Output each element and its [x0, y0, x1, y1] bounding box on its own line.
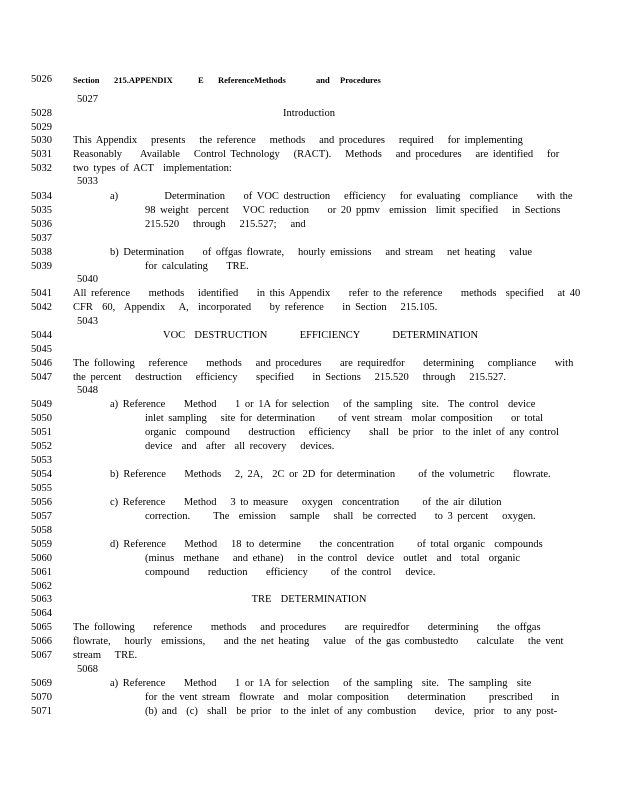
header-procedures: Procedures	[340, 75, 381, 85]
line-text: d) Reference Method 18 to determine the concentration of total organic compounds	[110, 539, 543, 550]
header-part-label: 215.APPENDIX	[114, 75, 173, 85]
line-number: 5069	[31, 678, 52, 689]
sub-line-number: 5040	[77, 274, 98, 285]
line-number: 5070	[31, 692, 52, 703]
document-line	[0, 398, 618, 412]
line-number: 5054	[31, 469, 52, 480]
document-line	[0, 635, 618, 649]
line-text: All reference methods identified in this Appendix refer to the reference methods specified at 40	[73, 288, 581, 299]
line-number: 5042	[31, 302, 52, 313]
line-number: 5041	[31, 288, 52, 299]
document-line	[0, 552, 618, 566]
document-line	[0, 705, 618, 719]
document-line	[0, 607, 618, 621]
document-line	[0, 218, 618, 232]
line-text: a) Determination of VOC destruction efficiency for evaluating compliance with the	[110, 191, 573, 202]
line-text: 98 weight percent VOC reduction or 20 ppmv emission limit specified in Sections	[145, 205, 561, 216]
sub-line-number: 5033	[77, 176, 98, 187]
document-line	[0, 343, 618, 357]
line-number: 5067	[31, 650, 52, 661]
line-text: two types of ACT implementation:	[73, 163, 232, 174]
line-number: 5064	[31, 608, 52, 619]
header-appendix-letter: E	[198, 75, 204, 85]
line-number: 5060	[31, 553, 52, 564]
line-text: c) Reference Method 3 to measure oxygen concentration of the air dilution	[110, 497, 502, 508]
section-heading: TRE DETERMINATION	[251, 594, 367, 605]
line-text: inlet sampling site for determination of vent stream molar composition or total	[145, 413, 544, 424]
line-number: 5044	[31, 330, 52, 341]
document-line	[0, 121, 618, 135]
document-line	[0, 190, 618, 204]
sub-line-number: 5027	[77, 94, 98, 105]
header-title: ReferenceMethods	[218, 75, 286, 85]
line-number: 5031	[31, 149, 52, 160]
document-line	[0, 621, 618, 635]
line-number: 5065	[31, 622, 52, 633]
line-number: 5053	[31, 455, 52, 466]
document-line	[0, 468, 618, 482]
line-number: 5059	[31, 539, 52, 550]
line-text: for calculating TRE.	[145, 261, 249, 272]
line-text: Reasonably Available Control Technology (RACT). Methods and procedures are identified for	[73, 149, 560, 160]
document-line	[0, 357, 618, 371]
section-heading: Introduction	[283, 108, 335, 119]
line-text: compound reduction efficiency of the control device.	[145, 567, 436, 578]
header-section-label: Section	[73, 75, 100, 85]
line-text: (b) and (c) shall be prior to the inlet of any combustion device, prior to any post-	[145, 706, 558, 717]
line-text: 215.520 through 215.527; and	[145, 219, 306, 230]
line-number: 5026	[31, 74, 52, 85]
line-text: b) Reference Methods 2, 2A, 2C or 2D for determination of the volumetric flowrate.	[110, 469, 551, 480]
document-line	[0, 649, 618, 663]
document-line	[0, 384, 618, 398]
line-number: 5056	[31, 497, 52, 508]
header-and: and	[316, 75, 330, 85]
line-number: 5051	[31, 427, 52, 438]
line-text: (minus methane and ethane) in the control device outlet and total organic	[145, 553, 521, 564]
line-number: 5049	[31, 399, 52, 410]
line-number: 5071	[31, 706, 52, 717]
line-number: 5052	[31, 441, 52, 452]
line-number: 5063	[31, 594, 52, 605]
line-number: 5045	[31, 344, 52, 355]
document-line	[0, 246, 618, 260]
document-line	[0, 273, 618, 287]
line-number: 5034	[31, 191, 52, 202]
sub-line-number: 5043	[77, 316, 98, 327]
document-line	[0, 593, 618, 607]
line-text: correction. The emission sample shall be corrected to 3 percent oxygen.	[145, 511, 536, 522]
line-text: the percent destruction efficiency specified in Sections 215.520 through 215.527.	[73, 372, 506, 383]
line-number: 5032	[31, 163, 52, 174]
line-number: 5036	[31, 219, 52, 230]
line-text: a) Reference Method 1 or 1A for selection of the sampling site. The sampling site	[110, 678, 532, 689]
line-number: 5030	[31, 135, 52, 146]
document-line	[0, 496, 618, 510]
line-text: device and after all recovery devices.	[145, 441, 335, 452]
document-line	[0, 538, 618, 552]
line-number: 5038	[31, 247, 52, 258]
document-line	[0, 232, 618, 246]
sub-line-number: 5048	[77, 385, 98, 396]
document-line	[0, 134, 618, 148]
document-line	[0, 287, 618, 301]
line-number: 5050	[31, 413, 52, 424]
line-number: 5062	[31, 581, 52, 592]
line-text: organic compound destruction efficiency shall be prior to the inlet of any control	[145, 427, 559, 438]
document-line	[0, 580, 618, 594]
line-number: 5055	[31, 483, 52, 494]
document-line	[0, 412, 618, 426]
document-line	[0, 301, 618, 315]
line-number: 5028	[31, 108, 52, 119]
document-line	[0, 162, 618, 176]
line-number: 5046	[31, 358, 52, 369]
line-text: stream TRE.	[73, 650, 138, 661]
line-text: VOC DESTRUCTION EFFICIENCY DETERMINATION	[163, 330, 479, 341]
document-line	[0, 426, 618, 440]
document-line	[0, 510, 618, 524]
document-line	[0, 691, 618, 705]
document-line	[0, 440, 618, 454]
line-text: b) Determination of offgas flowrate, hourly emissions and stream net heating value	[110, 247, 532, 258]
document-line	[0, 204, 618, 218]
document-line	[0, 524, 618, 538]
document-line	[0, 371, 618, 385]
document-line	[0, 315, 618, 329]
line-text: CFR 60, Appendix A, incorporated by reference in Section 215.105.	[73, 302, 438, 313]
line-text: for the vent stream flowrate and molar composition determination prescribed in	[145, 692, 560, 703]
line-number: 5066	[31, 636, 52, 647]
document-line	[0, 93, 618, 107]
line-number: 5039	[31, 261, 52, 272]
line-number: 5047	[31, 372, 52, 383]
document-line	[0, 677, 618, 691]
line-number: 5029	[31, 122, 52, 133]
document-line	[0, 148, 618, 162]
document-line	[0, 175, 618, 189]
document-line	[0, 663, 618, 677]
line-number: 5057	[31, 511, 52, 522]
line-text: This Appendix presents the reference methods and procedures required for implementing	[73, 135, 523, 146]
line-text: flowrate, hourly emissions, and the net heating value of the gas combustedto calculate the vent	[73, 636, 564, 647]
document-line	[0, 260, 618, 274]
line-text: a) Reference Method 1 or 1A for selection of the sampling site. The control device	[110, 399, 536, 410]
document-line	[0, 482, 618, 496]
line-text: The following reference methods and procedures are requiredfor determining the offgas	[73, 622, 541, 633]
document-line	[0, 329, 618, 343]
sub-line-number: 5068	[77, 664, 98, 675]
line-number: 5058	[31, 525, 52, 536]
document-line	[0, 107, 618, 121]
line-number: 5035	[31, 205, 52, 216]
line-number: 5037	[31, 233, 52, 244]
document-line	[0, 566, 618, 580]
document-line	[0, 454, 618, 468]
line-text: The following reference methods and procedures are requiredfor determining compliance with	[73, 358, 574, 369]
line-number: 5061	[31, 567, 52, 578]
